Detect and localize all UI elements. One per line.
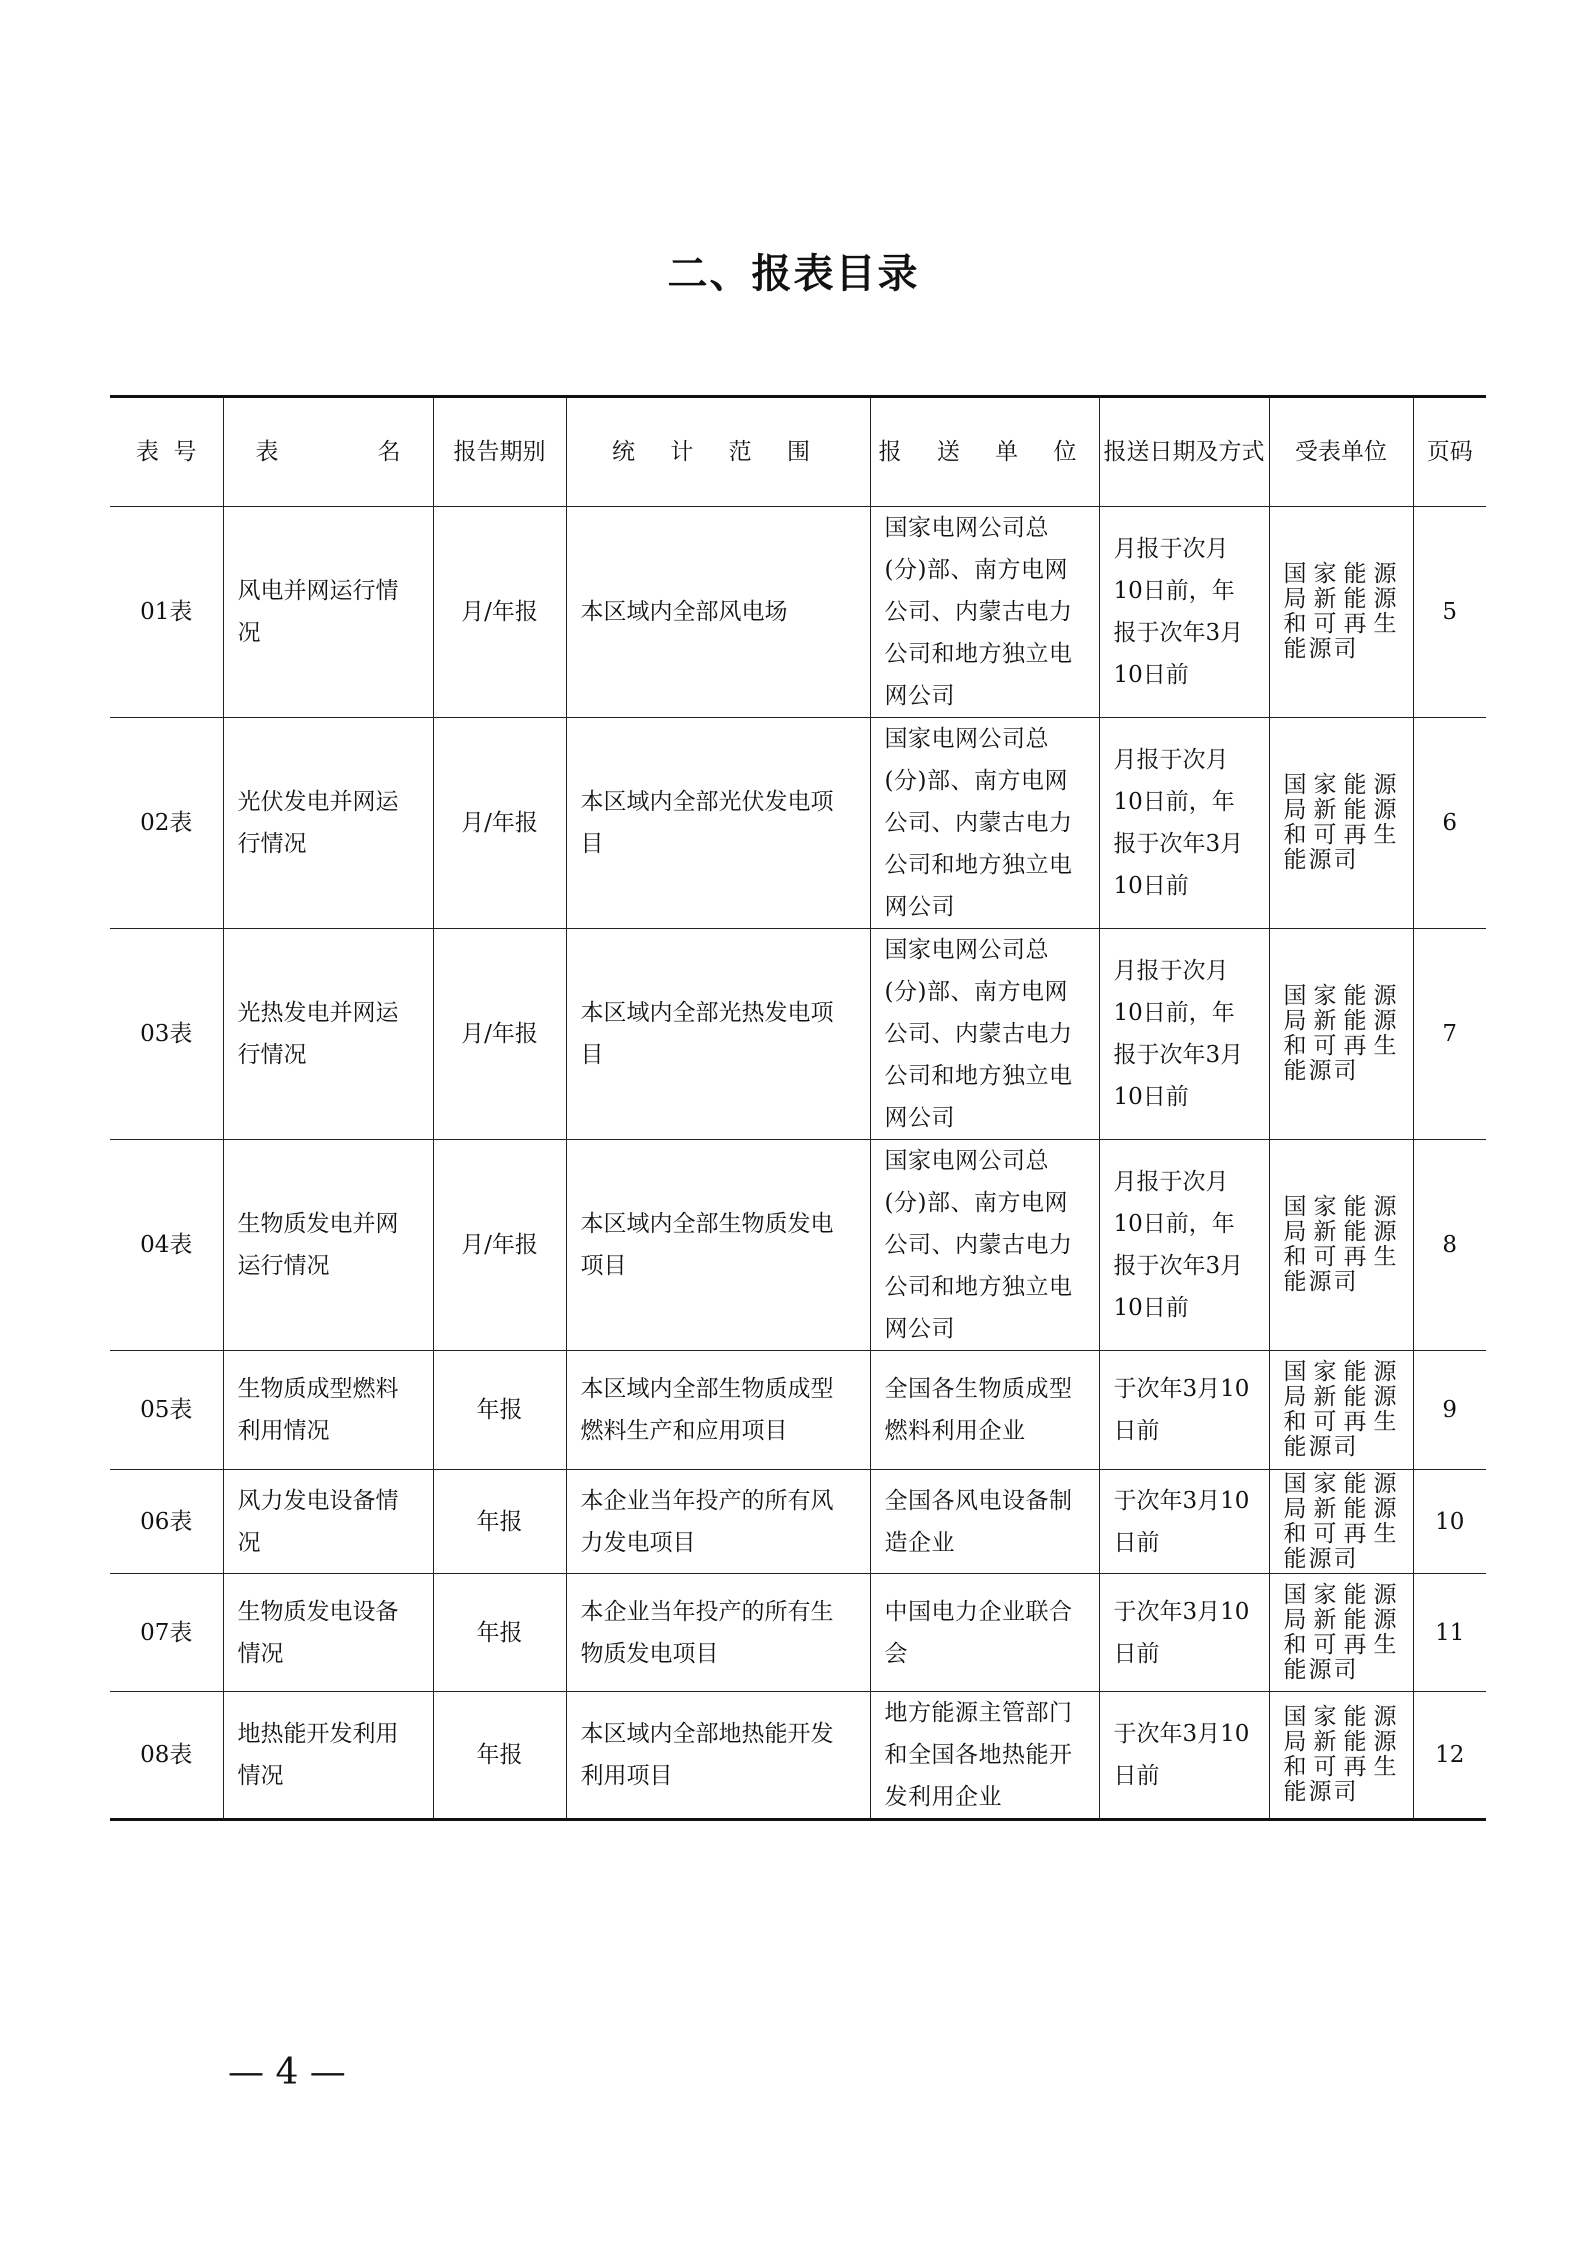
header-reporter: 报 送 单 位 [870, 397, 1099, 507]
cell-period: 月/年报 [433, 929, 566, 1140]
cell-receiver: 国家能源局新能源和可再生能源司 [1269, 929, 1413, 1140]
cell-deadline: 月报于次月10日前，年报于次年3月10日前 [1099, 718, 1269, 929]
cell-deadline: 月报于次月10日前，年报于次年3月10日前 [1099, 507, 1269, 718]
cell-scope: 本区域内全部生物质成型燃料生产和应用项目 [566, 1351, 870, 1470]
cell-period: 年报 [433, 1692, 566, 1820]
cell-page: 11 [1413, 1574, 1486, 1692]
cell-code: 03表 [110, 929, 223, 1140]
cell-page: 6 [1413, 718, 1486, 929]
cell-page: 10 [1413, 1470, 1486, 1574]
table-row [110, 1692, 1486, 1820]
cell-scope: 本区域内全部光热发电项目 [566, 929, 870, 1140]
cell-reporter: 中国电力企业联合会 [870, 1574, 1099, 1692]
cell-page: 9 [1413, 1351, 1486, 1470]
cell-name: 生物质成型燃料利用情况 [223, 1351, 433, 1470]
cell-period: 年报 [433, 1470, 566, 1574]
cell-reporter: 国家电网公司总(分)部、南方电网公司、内蒙古电力公司和地方独立电网公司 [870, 929, 1099, 1140]
cell-period: 年报 [433, 1574, 566, 1692]
table-row [110, 1470, 1486, 1574]
cell-scope: 本企业当年投产的所有生物质发电项目 [566, 1574, 870, 1692]
page-title: 二、报表目录 [667, 251, 920, 297]
cell-period: 月/年报 [433, 1140, 566, 1351]
cell-receiver: 国家能源局新能源和可再生能源司 [1269, 718, 1413, 929]
cell-receiver: 国家能源局新能源和可再生能源司 [1269, 1470, 1413, 1574]
cell-page: 5 [1413, 507, 1486, 718]
cell-scope: 本区域内全部地热能开发利用项目 [566, 1692, 870, 1820]
cell-receiver: 国家能源局新能源和可再生能源司 [1269, 1574, 1413, 1692]
table-row [110, 507, 1486, 718]
cell-deadline: 月报于次月10日前，年报于次年3月10日前 [1099, 1140, 1269, 1351]
header-period: 报告期别 [433, 397, 566, 507]
cell-code: 06表 [110, 1470, 223, 1574]
table-row [110, 929, 1486, 1140]
cell-reporter: 国家电网公司总(分)部、南方电网公司、内蒙古电力公司和地方独立电网公司 [870, 718, 1099, 929]
cell-page: 12 [1413, 1692, 1486, 1820]
header-page: 页码 [1413, 397, 1486, 507]
cell-name: 光热发电并网运行情况 [223, 929, 433, 1140]
cell-period: 月/年报 [433, 507, 566, 718]
cell-deadline: 于次年3月10日前 [1099, 1692, 1269, 1820]
cell-reporter: 全国各生物质成型燃料利用企业 [870, 1351, 1099, 1470]
table-row [110, 718, 1486, 929]
cell-name: 地热能开发利用情况 [223, 1692, 433, 1820]
header-receiver: 受表单位 [1269, 397, 1413, 507]
cell-receiver: 国家能源局新能源和可再生能源司 [1269, 1351, 1413, 1470]
cell-receiver: 国家能源局新能源和可再生能源司 [1269, 1692, 1413, 1820]
cell-scope: 本区域内全部光伏发电项目 [566, 718, 870, 929]
cell-name: 光伏发电并网运行情况 [223, 718, 433, 929]
cell-name: 生物质发电并网运行情况 [223, 1140, 433, 1351]
page-number: — 4 — [228, 2052, 346, 2093]
cell-receiver: 国家能源局新能源和可再生能源司 [1269, 1140, 1413, 1351]
cell-name: 风电并网运行情况 [223, 507, 433, 718]
header-code: 表 号 [110, 397, 223, 507]
table-row [110, 1351, 1486, 1470]
cell-page: 7 [1413, 929, 1486, 1140]
report-catalog-table [110, 395, 1486, 1821]
header-scope: 统 计 范 围 [566, 397, 870, 507]
cell-deadline: 于次年3月10日前 [1099, 1351, 1269, 1470]
cell-reporter: 全国各风电设备制造企业 [870, 1470, 1099, 1574]
cell-page: 8 [1413, 1140, 1486, 1351]
cell-scope: 本区域内全部风电场 [566, 507, 870, 718]
cell-scope: 本区域内全部生物质发电项目 [566, 1140, 870, 1351]
cell-period: 年报 [433, 1351, 566, 1470]
cell-reporter: 国家电网公司总(分)部、南方电网公司、内蒙古电力公司和地方独立电网公司 [870, 507, 1099, 718]
header-deadline: 报送日期及方式 [1099, 397, 1269, 507]
cell-receiver: 国家能源局新能源和可再生能源司 [1269, 507, 1413, 718]
cell-deadline: 于次年3月10日前 [1099, 1574, 1269, 1692]
cell-reporter: 国家电网公司总(分)部、南方电网公司、内蒙古电力公司和地方独立电网公司 [870, 1140, 1099, 1351]
cell-reporter: 地方能源主管部门和全国各地热能开发利用企业 [870, 1692, 1099, 1820]
cell-code: 08表 [110, 1692, 223, 1820]
cell-code: 05表 [110, 1351, 223, 1470]
cell-scope: 本企业当年投产的所有风力发电项目 [566, 1470, 870, 1574]
table-row [110, 1574, 1486, 1692]
cell-code: 07表 [110, 1574, 223, 1692]
table-row [110, 1140, 1486, 1351]
header-name: 表 名 [223, 397, 433, 507]
cell-deadline: 于次年3月10日前 [1099, 1470, 1269, 1574]
cell-period: 月/年报 [433, 718, 566, 929]
cell-code: 01表 [110, 507, 223, 718]
cell-name: 生物质发电设备情况 [223, 1574, 433, 1692]
cell-name: 风力发电设备情况 [223, 1470, 433, 1574]
cell-deadline: 月报于次月10日前，年报于次年3月10日前 [1099, 929, 1269, 1140]
cell-code: 02表 [110, 718, 223, 929]
cell-code: 04表 [110, 1140, 223, 1351]
table-header-row [110, 397, 1486, 507]
